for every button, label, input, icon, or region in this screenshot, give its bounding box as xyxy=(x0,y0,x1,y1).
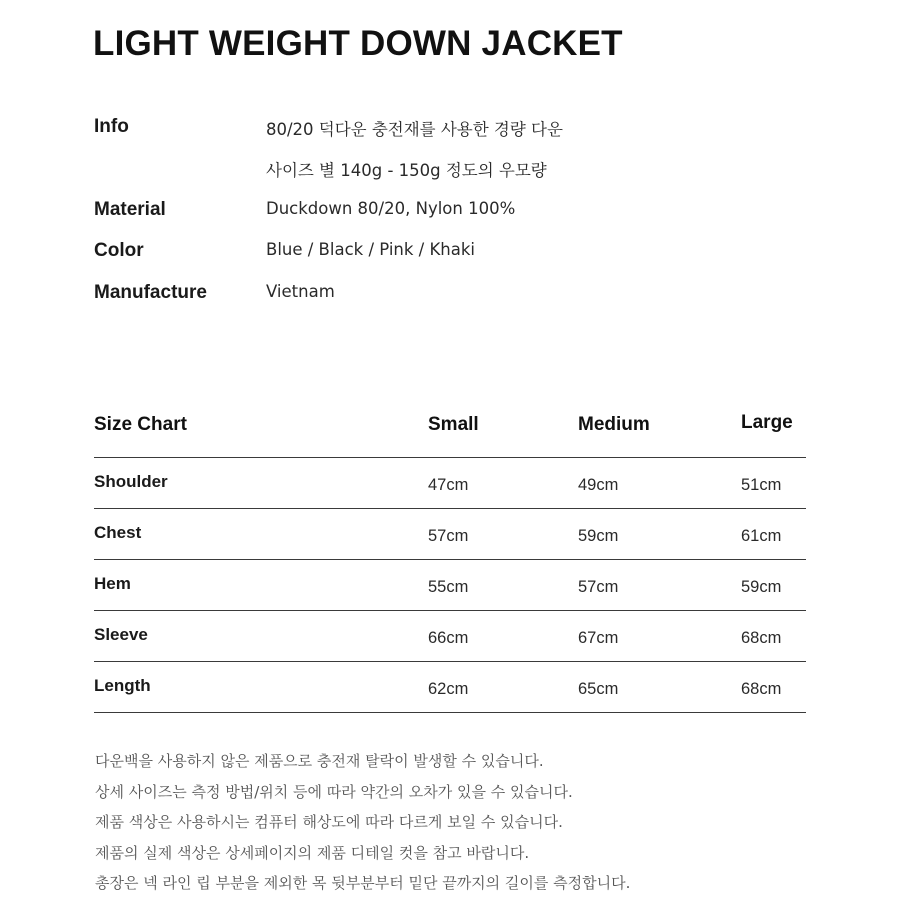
row-label: Sleeve xyxy=(94,625,148,644)
row-label: Length xyxy=(94,676,151,695)
size-chart-header xyxy=(94,408,806,458)
material-label: Material xyxy=(94,199,166,220)
color-value: Blue / Black / Pink / Khaki xyxy=(266,240,476,259)
care-notes xyxy=(95,746,630,899)
value-small: 55cm xyxy=(428,578,469,596)
manufacture-label: Manufacture xyxy=(94,282,207,303)
note-line: 제품 색상은 사용하시는 컴퓨터 해상도에 따라 다르게 보일 수 있습니다. xyxy=(95,813,563,831)
page-title: LIGHT WEIGHT DOWN JACKET xyxy=(93,24,623,63)
value-large: 51cm xyxy=(741,476,782,494)
row-label: Hem xyxy=(94,574,131,593)
note-line: 총장은 넥 라인 립 부분을 제외한 목 뒷부분부터 밑단 끝까지의 길이를 측정합니다. xyxy=(95,874,631,892)
size-chart-table xyxy=(94,408,806,713)
info-label: Info xyxy=(94,116,129,137)
value-medium: 67cm xyxy=(578,629,619,647)
row-label: Chest xyxy=(94,523,142,542)
table-row-length xyxy=(94,662,806,713)
info-value-line2: 사이즈 별 140g - 150g 정도의 우모량 xyxy=(266,161,547,180)
value-large: 59cm xyxy=(741,578,782,596)
value-large: 68cm xyxy=(741,629,782,647)
color-label: Color xyxy=(94,240,144,261)
row-label: Shoulder xyxy=(94,472,168,491)
value-medium: 59cm xyxy=(578,527,619,545)
table-row-sleeve xyxy=(94,611,806,662)
value-small: 62cm xyxy=(428,680,469,698)
table-row-hem xyxy=(94,560,806,611)
value-medium: 49cm xyxy=(578,476,619,494)
value-medium: 65cm xyxy=(578,680,619,698)
header-medium: Medium xyxy=(578,414,650,435)
note-line: 다운백을 사용하지 않은 제품으로 충전재 탈락이 발생할 수 있습니다. xyxy=(95,752,544,770)
material-value: Duckdown 80/20, Nylon 100% xyxy=(266,199,516,218)
note-line: 상세 사이즈는 측정 방법/위치 등에 따라 약간의 오차가 있을 수 있습니다. xyxy=(95,782,573,801)
value-large: 68cm xyxy=(741,680,782,698)
value-small: 47cm xyxy=(428,476,469,494)
size-chart-title: Size Chart xyxy=(94,414,187,435)
value-small: 57cm xyxy=(428,527,469,545)
table-row-chest xyxy=(94,509,806,560)
manufacture-value: Vietnam xyxy=(266,282,335,301)
header-large: Large xyxy=(741,412,793,433)
info-value-line1: 80/20 덕다운 충전재를 사용한 경량 다운 xyxy=(266,120,563,139)
header-small: Small xyxy=(428,414,479,435)
table-row-shoulder xyxy=(94,458,806,509)
value-medium: 57cm xyxy=(578,578,619,596)
note-line: 제품의 실제 색상은 상세페이지의 제품 디테일 컷을 참고 바랍니다. xyxy=(95,843,530,862)
value-small: 66cm xyxy=(428,629,469,647)
value-large: 61cm xyxy=(741,527,782,545)
